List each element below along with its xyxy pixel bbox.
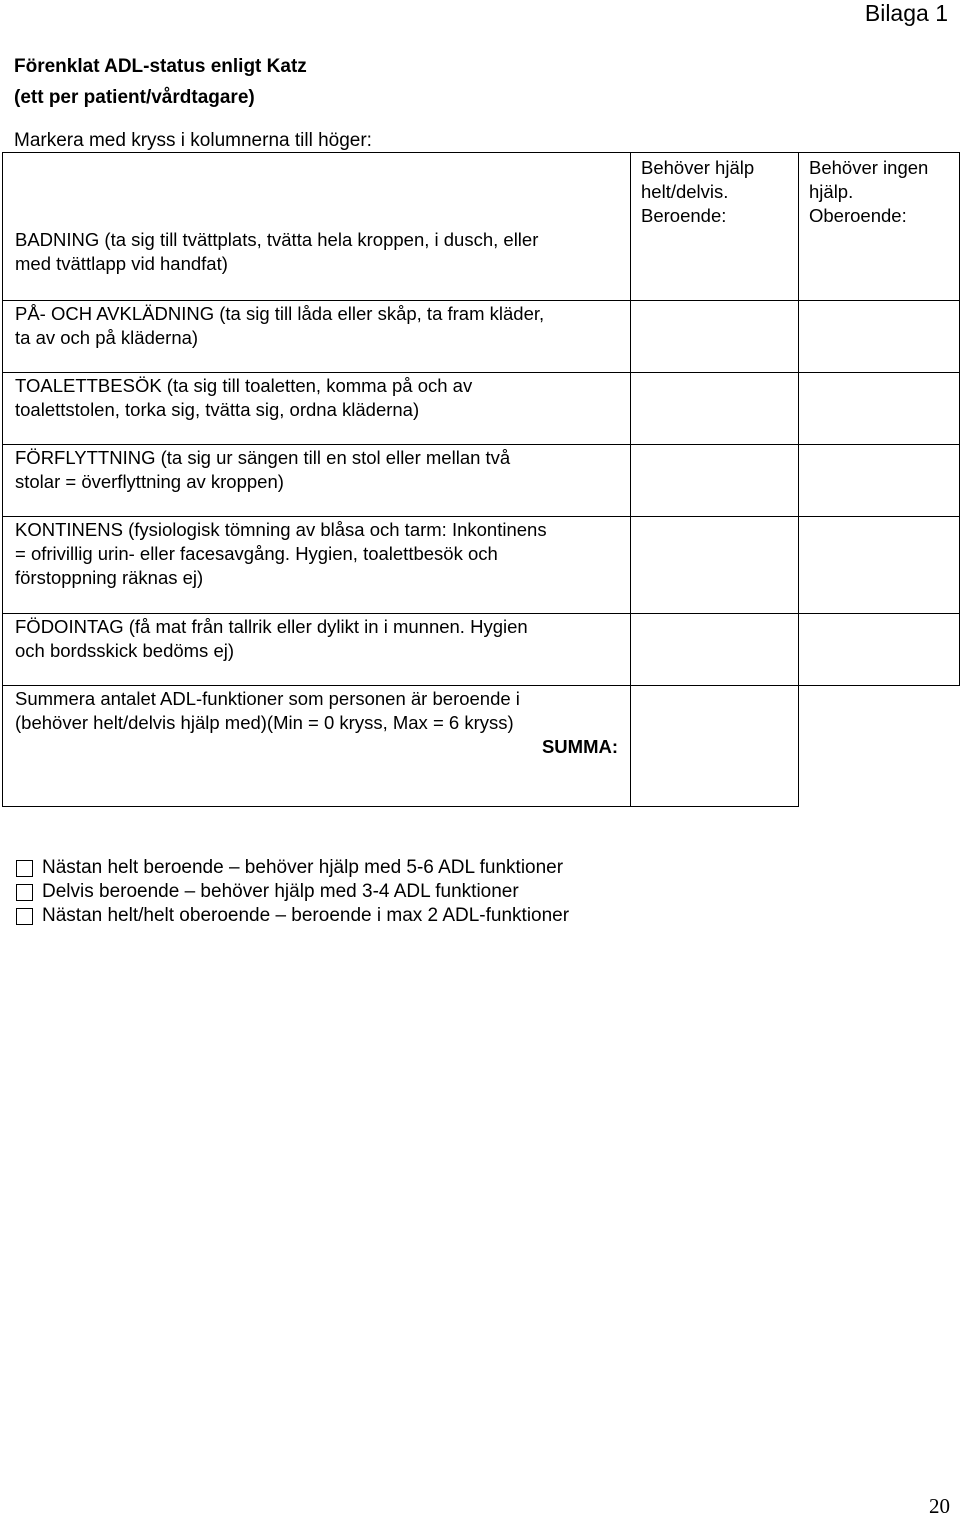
dependent-header-line: Behöver hjälp (641, 157, 755, 178)
row-label-forflyttning (3, 445, 631, 517)
table-row (3, 373, 960, 445)
row-line: FÖDOINTAG (få mat från tallrik eller dylikt in i munnen. Hygien (15, 616, 528, 637)
dependent-header-line: helt/delvis. (641, 181, 729, 202)
instruction-text: Markera med kryss i kolumnerna till höger: (14, 130, 372, 151)
summary-line: (behöver helt/delvis hjälp med)(Min = 0 kryss, Max = 6 kryss) (15, 712, 514, 733)
title-line-1: Förenklat ADL-status enligt Katz (14, 56, 307, 77)
row-label-fodointag (3, 614, 631, 686)
dependent-check-cell[interactable] (631, 517, 799, 614)
table-row (3, 301, 960, 373)
table-row (3, 686, 960, 807)
row-line: ta av och på kläderna) (15, 327, 199, 348)
independent-header-line: Behöver ingen (809, 157, 929, 178)
independent-column-header (809, 156, 949, 228)
row-line: TOALETTBESÖK (ta sig till toaletten, komma på och av (15, 375, 473, 396)
legend-text: Nästan helt beroende – behöver hjälp med 5-6 ADL funktioner (42, 857, 564, 878)
legend-item (16, 904, 569, 928)
independent-column-cell[interactable] (799, 153, 960, 301)
table-row (3, 445, 960, 517)
row-line: KONTINENS (fysiologisk tömning av blåsa och tarm: Inkontinens (15, 519, 547, 540)
row-line: med tvättlapp vid handfat) (15, 253, 228, 274)
summa-label: SUMMA: (541, 736, 618, 757)
independent-header-line: Oberoende: (809, 205, 907, 226)
dependent-check-cell[interactable] (631, 301, 799, 373)
title-line-2: (ett per patient/vårdtagare) (14, 87, 255, 108)
independent-header-line: hjälp. (809, 181, 854, 202)
document-title (14, 51, 307, 113)
table-row (3, 153, 960, 301)
dependent-check-cell[interactable] (631, 373, 799, 445)
table-row (3, 517, 960, 614)
independent-check-cell[interactable] (799, 517, 960, 614)
summa-input-cell[interactable] (631, 686, 799, 807)
independent-check-cell[interactable] (799, 445, 960, 517)
row-label-kontinens (3, 517, 631, 614)
appendix-label: Bilaga 1 (864, 0, 948, 26)
checkbox-icon[interactable] (16, 884, 33, 901)
legend-item (16, 880, 569, 904)
legend-item (16, 856, 569, 880)
dependent-column-cell[interactable] (631, 153, 799, 301)
row-line: toalettstolen, torka sig, tvätta sig, ordna kläderna) (15, 399, 420, 420)
checkbox-icon[interactable] (16, 908, 33, 925)
table-row (3, 614, 960, 686)
row-line: förstoppning räknas ej) (15, 567, 204, 588)
independent-check-cell[interactable] (799, 301, 960, 373)
row-line: och bordsskick bedöms ej) (15, 640, 235, 661)
summary-label-cell (3, 686, 631, 807)
legend-text: Nästan helt/helt oberoende – beroende i max 2 ADL-funktioner (42, 905, 570, 926)
row-label-toalettbesok (3, 373, 631, 445)
independent-check-cell[interactable] (799, 373, 960, 445)
empty-cell (799, 686, 960, 807)
row-line: FÖRFLYTTNING (ta sig ur sängen till en stol eller mellan två (15, 447, 511, 468)
dependent-header-line: Beroende: (641, 205, 727, 226)
adl-table (2, 152, 960, 807)
row-line: stolar = överflyttning av kroppen) (15, 471, 284, 492)
independent-check-cell[interactable] (799, 614, 960, 686)
row-label-badning (3, 153, 631, 301)
legend (16, 856, 569, 928)
checkbox-icon[interactable] (16, 860, 33, 877)
dependent-column-header (641, 156, 788, 228)
row-line: PÅ- OCH AVKLÄDNING (ta sig till låda eller skåp, ta fram kläder, (15, 303, 545, 324)
dependent-check-cell[interactable] (631, 445, 799, 517)
summary-line: Summera antalet ADL-funktioner som personen är beroende i (15, 688, 520, 709)
dependent-check-cell[interactable] (631, 614, 799, 686)
legend-text: Delvis beroende – behöver hjälp med 3-4 ADL funktioner (42, 881, 519, 902)
page-number: 20 (929, 1494, 950, 1518)
row-line: = ofrivillig urin- eller facesavgång. Hygien, toalettbesök och (15, 543, 498, 564)
row-line: BADNING (ta sig till tvättplats, tvätta hela kroppen, i dusch, eller (15, 229, 539, 250)
row-label-paklaedning (3, 301, 631, 373)
